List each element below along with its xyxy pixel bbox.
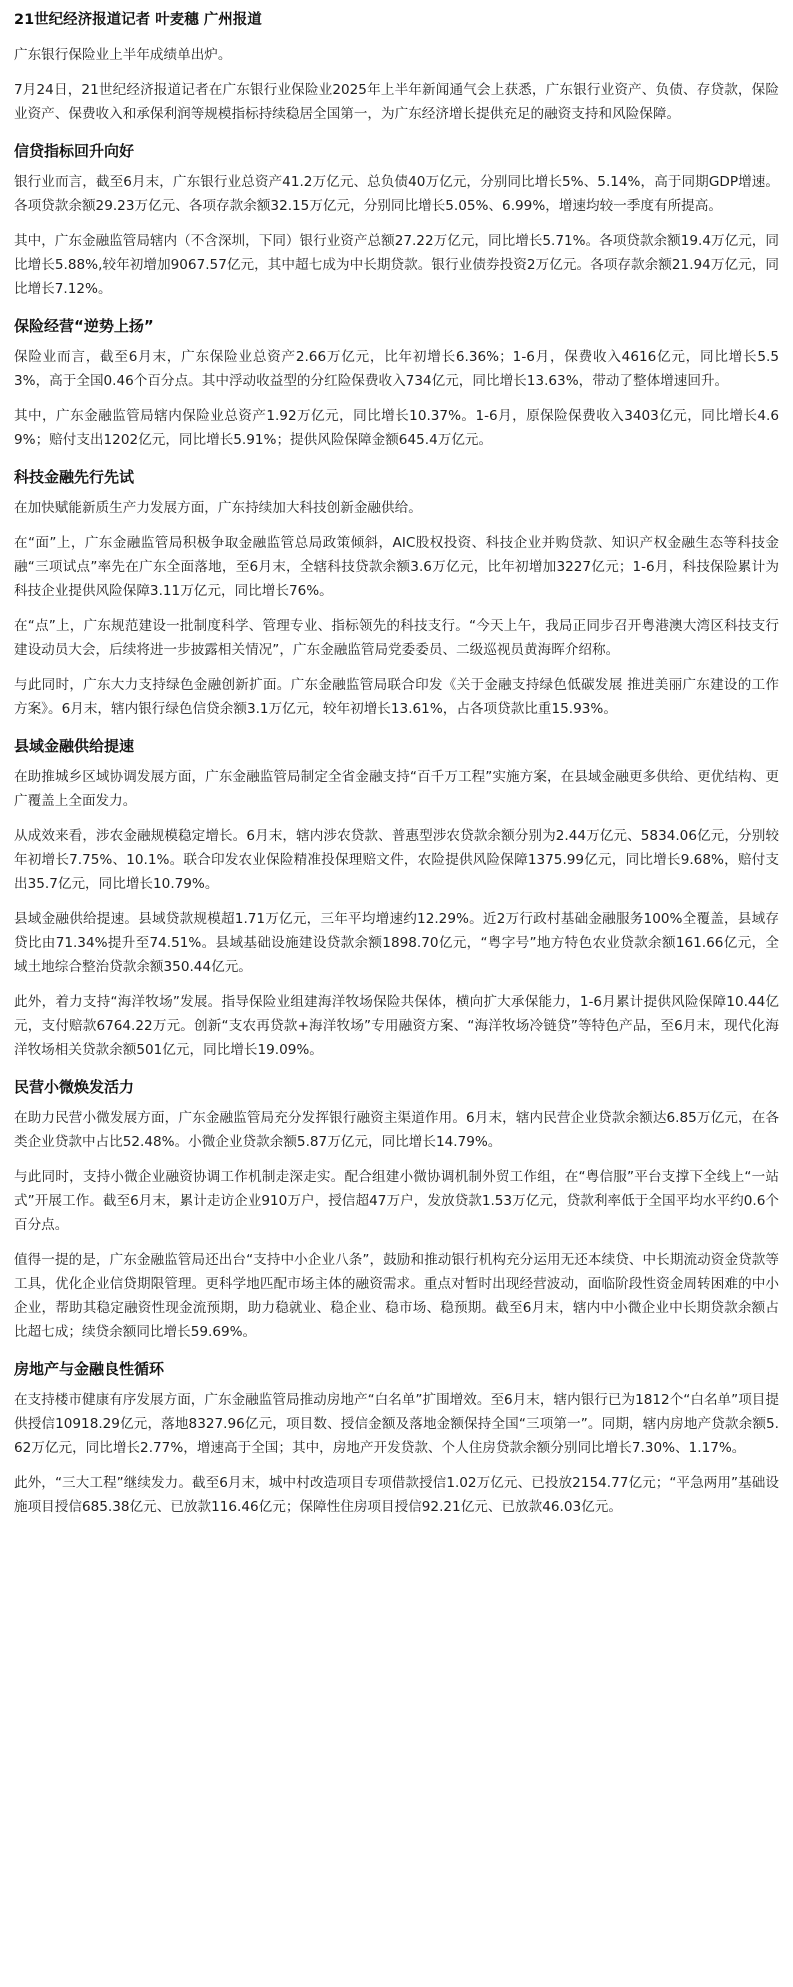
article-body [14,43,779,1519]
paragraph: 保险业而言，截至6月末，广东保险业总资产2.66万亿元，比年初增长6.36%；1-6月，保费收入4616亿元，同比增长5.53%，高于全国0.46个百分点。其中浮动收益型的分红险保费收入734亿元，同比增长13.63%，带动了整体增速回升。 [14,349,779,389]
paragraph: 在“面”上，广东金融监管局积极争取金融监管总局政策倾斜，AIC股权投资、科技企业并购贷款、知识产权金融生态等科技金融“三项试点”率先在广东全面落地，至6月末，全辖科技贷款余额3.6万亿元，比年初增加3227亿元；1-6月，科技保险累计为科技企业提供风险保障3.11万亿元，同比增长76%。 [14,535,779,599]
paragraph: 此外，“三大工程”继续发力。截至6月末，城中村改造项目专项借款授信1.02万亿元、已投放2154.77亿元；“平急两用”基础设施项目授信685.38亿元、已放款116.46亿元；保障性住房项目授信92.21亿元、已放款46.03亿元。 [14,1475,779,1515]
paragraph: 在“点”上，广东规范建设一批制度科学、管理专业、指标领先的科技支行。“今天上午，我局正同步召开粤港澳大湾区科技支行建设动员大会，后续将进一步披露相关情况”，广东金融监管局党委委员、二级巡视员黄海晖介绍称。 [14,618,779,658]
section-heading: 县域金融供给提速 [14,737,135,755]
paragraph: 在加快赋能新质生产力发展方面，广东持续加大科技创新金融供给。 [14,500,422,516]
paragraph: 在支持楼市健康有序发展方面，广东金融监管局推动房地产“白名单”扩围增效。至6月末，辖内银行已为1812个“白名单”项目提供授信10918.29亿元，落地8327.96亿元，项目数、授信金额及落地金额保持全国“三项第一”。同期，辖内房地产贷款余额5.62万亿元，同比增长2.77%，增速高于全国；其中，房地产开发贷款、个人住房贷款余额分别同比增长7.30%、1.17%。 [14,1392,779,1456]
section-heading: 信贷指标回升向好 [14,142,135,160]
paragraph: 与此同时，广东大力支持绿色金融创新扩面。广东金融监管局联合印发《关于金融支持绿色低碳发展 推进美丽广东建设的工作方案》。6月末，辖内银行绿色信贷余额3.1万亿元，较年初增长13.61%，占各项贷款比重15.93%。 [14,677,779,717]
paragraph: 广东银行保险业上半年成绩单出炉。 [14,47,232,63]
section-heading: 房地产与金融良性循环 [14,1360,165,1378]
paragraph: 其中，广东金融监管局辖内（不含深圳，下同）银行业资产总额27.22万亿元，同比增长5.71%。各项贷款余额19.4万亿元，同比增长5.88%,较年初增加9067.57亿元，其中超七成为中长期贷款。银行业债券投资2万亿元。各项存款余额21.94万亿元，同比增长7.12%。 [14,233,779,297]
paragraph: 在助推城乡区域协调发展方面，广东金融监管局制定全省金融支持“百千万工程”实施方案，在县域金融更多供给、更优结构、更广覆盖上全面发力。 [14,769,779,809]
paragraph: 银行业而言，截至6月末，广东银行业总资产41.2万亿元、总负债40万亿元，分别同比增长5%、5.14%，高于同期GDP增速。各项贷款余额29.23万亿元、各项存款余额32.15万亿元，分别同比增长5.05%、6.99%，增速均较一季度有所提高。 [14,174,779,214]
section-heading: 保险经营“逆势上扬” [14,317,154,335]
paragraph: 从成效来看，涉农金融规模稳定增长。6月末，辖内涉农贷款、普惠型涉农贷款余额分别为2.44万亿元、5834.06亿元，分别较年初增长7.75%、10.1%。联合印发农业保险精准投保理赔文件，农险提供风险保障1375.99亿元，同比增长9.68%，赔付支出35.7亿元，同比增长10.79%。 [14,828,779,892]
paragraph: 值得一提的是，广东金融监管局还出台“支持中小企业八条”，鼓励和推动银行机构充分运用无还本续贷、中长期流动资金贷款等工具，优化企业信贷期限管理。更科学地匹配市场主体的融资需求。重点对暂时出现经营波动，面临阶段性资金周转困难的中小企业，帮助其稳定融资性现金流预期，助力稳就业、稳企业、稳市场、稳预期。截至6月末，辖内中小微企业中长期贷款余额占比超七成；续贷余额同比增长59.69%。 [14,1252,779,1340]
paragraph: 在助力民营小微发展方面，广东金融监管局充分发挥银行融资主渠道作用。6月末，辖内民营企业贷款余额达6.85万亿元，在各类企业贷款中占比52.48%。小微企业贷款余额5.87万亿元，同比增长14.79%。 [14,1110,779,1150]
article-byline: 21世纪经济报道记者 叶麦穗 广州报道 [14,12,262,28]
paragraph: 7月24日，21世纪经济报道记者在广东银行业保险业2025年上半年新闻通气会上获悉，广东银行业资产、负债、存贷款，保险业资产、保费收入和承保利润等规模指标持续稳居全国第一，为广东经济增长提供充足的融资支持和风险保障。 [14,82,779,122]
section-heading: 民营小微焕发活力 [14,1078,135,1096]
section-heading: 科技金融先行先试 [14,468,135,486]
paragraph: 县域金融供给提速。县域贷款规模超1.71万亿元，三年平均增速约12.29%。近2万行政村基础金融服务100%全覆盖，县域存贷比由71.34%提升至74.51%。县域基础设施建设贷款余额1898.70亿元，“粤字号”地方特色农业贷款余额161.66亿元，全域土地综合整治贷款余额350.44亿元。 [14,911,779,975]
paragraph: 与此同时，支持小微企业融资协调工作机制走深走实。配合组建小微协调机制外贸工作组，在“粤信服”平台支撑下全线上“一站式”开展工作。截至6月末，累计走访企业910万户，授信超47万户，发放贷款1.53万亿元，贷款利率低于全国平均水平约0.6个百分点。 [14,1169,779,1233]
article [14,9,779,1519]
paragraph: 此外，着力支持“海洋牧场”发展。指导保险业组建海洋牧场保险共保体，横向扩大承保能力，1-6月累计提供风险保障10.44亿元，支付赔款6764.22万元。创新“支农再贷款+海洋牧场”专用融资方案、“海洋牧场冷链贷”等特色产品，至6月末，现代化海洋牧场相关贷款余额501亿元，同比增长19.09%。 [14,994,779,1058]
paragraph: 其中，广东金融监管局辖内保险业总资产1.92万亿元，同比增长10.37%。1-6月，原保险保费收入3403亿元，同比增长4.69%；赔付支出1202亿元，同比增长5.91%；提供风险保障金额645.4万亿元。 [14,408,779,448]
